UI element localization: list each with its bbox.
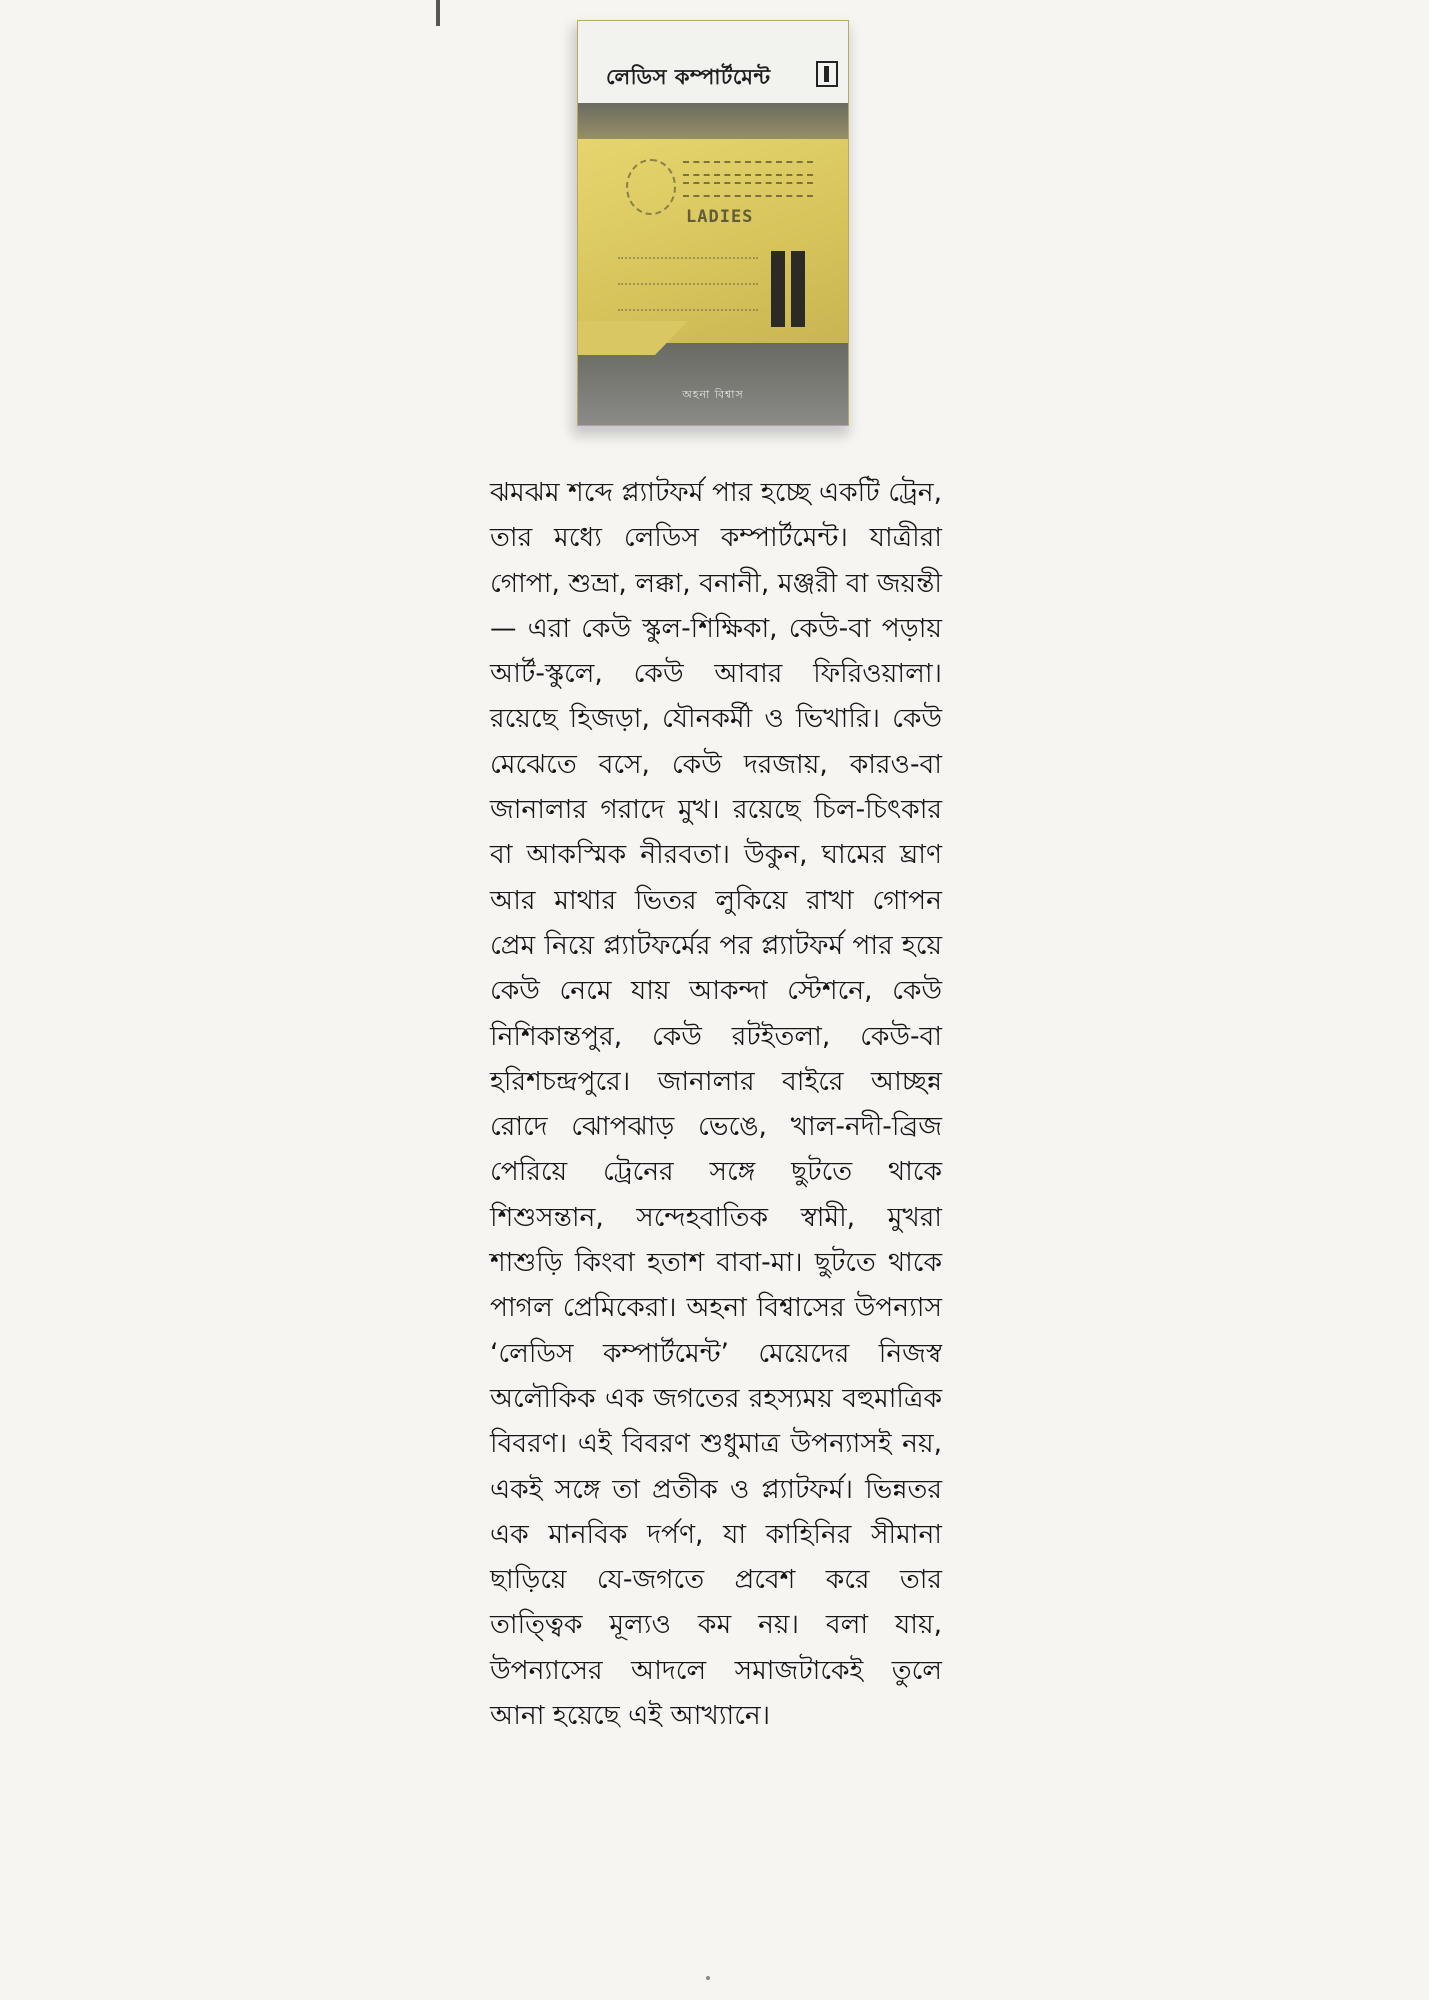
cover-bottom-band	[578, 343, 848, 425]
cover-title-band	[578, 21, 848, 103]
stencil-faint-row	[618, 257, 758, 265]
stencil-line	[683, 182, 813, 197]
ladies-emblem-icon	[626, 159, 676, 215]
stencil-faint-row	[618, 309, 758, 317]
door-bar	[771, 251, 785, 327]
stencil-faint-row	[618, 283, 758, 291]
publisher-logo-icon	[816, 61, 838, 87]
book-blurb: ঝমঝম শব্দে প্ল্যাটফর্ম পার হচ্ছে একটি ট্রেন, তার মধ্যে লেডিস কম্পার্টমেন্ট। যাত্রীরা গোপা, শুভ্রা, লক্কা, বনানী, মঞ্জরী বা জয়ন্তী— এরা কেউ স্কুল-শিক্ষিকা, কেউ-বা পড়ায় আর্ট-স্কুলে, কেউ আবার ফিরিওয়ালা। রয়েছে হিজড়া, যৌনকর্মী ও ভিখারি। কেউ মেঝেতে বসে, কেউ দরজায়, কারও-বা জানালার গরাদে মুখ। রয়েছে চিল-চিৎকার বা আকস্মিক নীরবতা। উকুন, ঘামের ঘ্রাণ আর মাথার ভিতর লুকিয়ে রাখা গোপন প্রেম নিয়ে প্ল্যাটফর্মের পর প্ল্যাটফর্ম পার হয়ে কেউ নেমে যায় আকন্দা স্টেশনে, কেউ নিশিকান্তপুর, কেউ রটইতলা, কেউ-বা হরিশচন্দ্রপুরে। জানালার বাইরে আচ্ছন্ন রোদে ঝোপঝাড় ভেঙে, খাল-নদী-ব্রিজ পেরিয়ে ট্রেনের সঙ্গে ছুটতে থাকে শিশুসন্তান, সন্দেহবাতিক স্বামী, মুখরা শাশুড়ি কিংবা হতাশ বাবা-মা। ছুটতে থাকে পাগল প্রেমিকেরা। অহনা বিশ্বাসের উপন্যাস ‘লেডিস কম্পার্টমেন্ট’ মেয়েদের নিজস্ব অলৌকিক এক জগতের রহস্যময় বহুমাত্রিক বিবরণ। এই বিবরণ শুধুমাত্র উপন্যাসই নয়, একই সঙ্গে তা প্রতীক ও প্ল্যাটফর্ম। ভিন্নতর এক মানবিক দর্পণ, যা কাহিনির সীমানা ছাড়িয়ে যে-জগতে প্রবেশ করে তার তাত্ত্বিক মূল্যও কম নয়। বলা যায়, উপন্যাসের আদলে সমাজটাকেই তুলে আনা হয়েছে এই আখ্যানে।	[490, 477, 942, 1732]
door-bar	[791, 251, 805, 327]
book-cover	[577, 20, 849, 426]
cover-author: অহনা বিশ্বাস	[682, 388, 744, 401]
door-bars	[771, 251, 809, 327]
page-edge-mark	[436, 0, 440, 26]
page-speck	[706, 1976, 710, 1980]
stencil-lettering	[683, 161, 813, 203]
stencil-line	[683, 161, 813, 176]
cover-title: লেডিস কম্পার্টমেন্ট	[606, 65, 771, 89]
ladies-sign-text: LADIES	[686, 207, 754, 227]
